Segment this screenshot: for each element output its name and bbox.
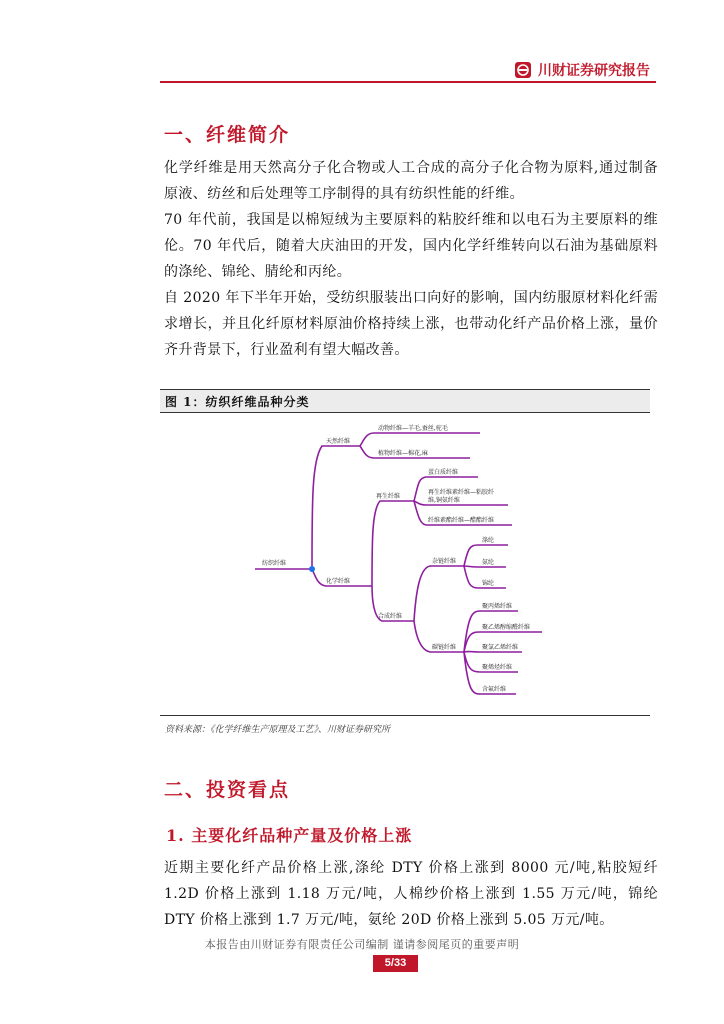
section2-paragraph: 近期主要化纤产品价格上涨,涤纶 DTY 价格上涨到 8000 元/吨,粘胶短纤 1.2D 价格上涨到 1.18 万元/吨，人棉纱价格上涨到 1.55 万元/吨，锦纶 DTY 价格上涨到 1.7 万元/吨，氨纶 20D 价格上涨到 5.05 万元/吨。 [164,860,658,928]
node-polyolefin: 聚烯烃纤维 [482,664,513,671]
page-number: 5/33 [373,955,418,972]
node-protein: 蛋白质纤维 [428,469,459,476]
section1-heading: 一、纤维简介 [164,124,291,146]
root-node-dot [309,566,315,572]
node-pvc: 聚氯乙烯纤维 [482,644,519,651]
node-cellulose-line1: 再生纤维素纤维—粘胶纤 [428,489,495,496]
node-synthetic: 合成纤维 [378,613,403,620]
node-hetero: 杂链纤维 [432,558,457,565]
node-carbon: 碳链纤维 [432,644,457,651]
node-fluoro: 含氟纤维 [482,686,507,693]
node-animal: 动物纤维—羊毛,蚕丝,驼毛 [378,425,448,432]
node-cellulose-line2: 维,铜氨纤维 [428,497,460,504]
figure-source: 资料来源：《化学纤维生产原理及工艺》、川财证券研究所 [165,725,391,735]
node-pva: 聚乙烯醇缩醛纤维 [482,624,531,631]
node-acrylic: 聚丙烯纤维 [482,603,513,610]
node-regenerated: 再生纤维 [376,493,401,500]
node-polyester: 涤纶 [482,537,495,544]
section1-paragraph-3: 自 2020 年下半年开始，受纺织服装出口向好的影响，国内纺服原材料化纤需求增长，并且化纤原材料原油价格持续上涨，也带动化纤产品价格上涨，量价齐升背景下，行业盈利有望大幅改善。 [164,290,658,358]
section2-subheading: 1. 主要化纤品种产量及价格上涨 [166,826,413,845]
figure-bottom-rule [160,715,650,716]
footer-disclaimer: 本报告由川财证券有限责任公司编制 谨请参阅尾页的重要声明 [204,938,520,951]
section2-heading: 二、投资看点 [164,779,291,801]
node-spandex: 氨纶 [482,559,495,566]
node-plant: 植物纤维—棉花,麻 [378,450,428,457]
section1-paragraph-1: 化学纤维是用天然高分子化合物或人工合成的高分子化合物为原料,通过制备原液、纺丝和后处理等工序制得的具有纺织性能的纤维。 [164,160,658,202]
figure-caption: 图 1：纺织纤维品种分类 [165,395,310,409]
node-chemical: 化学纤维 [326,578,351,585]
node-nylon: 锦纶 [482,580,495,587]
node-cellulose-ester: 纤维素酯纤维—醋酯纤维 [428,517,495,524]
node-root: 纺织纤维 [262,560,287,567]
node-natural: 天然纤维 [326,438,351,445]
brand-name: 川财证券研究报告 [538,63,650,79]
section1-paragraph-2: 70 年代前，我国是以棉短绒为主要原料的粘胶纤维和以电石为主要原料的维伦。70 年代后，随着大庆油田的开发，国内化学纤维转向以石油为基础原料的涤纶、锦纶、腈纶和丙纶。 [164,212,658,280]
